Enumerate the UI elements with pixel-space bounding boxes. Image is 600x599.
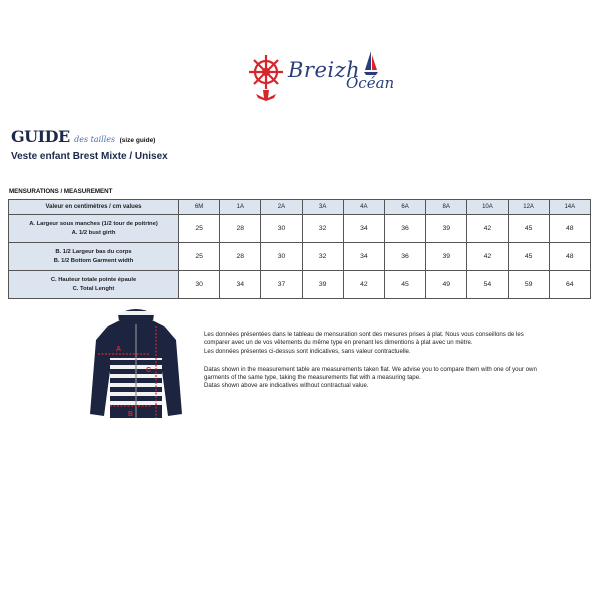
label-b: B: [128, 411, 134, 418]
table-cell: 48: [549, 215, 590, 243]
table-cell: 28: [220, 243, 261, 271]
table-cell: 39: [426, 215, 467, 243]
size-header: 3A: [302, 200, 343, 215]
size-header: 14A: [549, 200, 590, 215]
notes-block: [204, 331, 544, 391]
row-label: [9, 271, 179, 299]
section-title: MENSURATIONS / MEASUREMENT: [9, 188, 113, 195]
table-cell: 32: [302, 215, 343, 243]
note-fr-1: Les données présentées dans le tableau de mensuration sont des mesures prises à plat. Nous vous conseillons de les comparer avec un de vos vêtements du même type en prenant les dimentions à plat avec un mètre.: [204, 331, 524, 347]
table-cell: 32: [302, 243, 343, 271]
brand-name-secondary: Océan: [346, 74, 395, 92]
label-c: C: [146, 367, 152, 374]
size-header: 6A: [384, 200, 425, 215]
guide-title: [11, 127, 155, 147]
brand-logo: [246, 52, 416, 104]
table-cell: 36: [384, 243, 425, 271]
size-table: [8, 199, 591, 299]
table-cell: 64: [549, 271, 590, 299]
table-cell: 59: [508, 271, 549, 299]
size-header: 4A: [343, 200, 384, 215]
table-cell: 30: [261, 215, 302, 243]
label-a: A: [116, 346, 122, 353]
row-label-en: B. 1/2 Bottom Garment width: [53, 257, 134, 264]
notes-spacer: [204, 356, 544, 366]
table-cell: 28: [220, 215, 261, 243]
left-sleeve-shape: [90, 326, 112, 416]
note-en-2: Datas shown above are indicatives without contractual value.: [204, 382, 369, 390]
table-header-row: [9, 200, 591, 215]
ship-wheel-icon: [246, 52, 290, 102]
table-cell: 54: [467, 271, 508, 299]
note-en-1: Datas shown in the measurement table are measurements taken flat. We advise you to compare them with one of your own garments of the same type, taking the measurements flat with a measuring tape.: [204, 365, 537, 382]
table-cell: 39: [426, 243, 467, 271]
row-label-fr: C. Hauteur totale pointe épaule: [50, 276, 137, 283]
brand-name-primary: Breizh: [288, 58, 361, 82]
table-cell: 49: [426, 271, 467, 299]
table-cell: 25: [179, 243, 220, 271]
table-cell: 34: [343, 215, 384, 243]
table-row: [9, 271, 591, 299]
guide-title-main: GUIDE: [11, 127, 70, 146]
note-fr-2: Les données présentes ci-dessus sont indicatives, sans valeur contractuelle.: [204, 347, 411, 355]
table-cell: 48: [549, 243, 590, 271]
size-header: 6M: [179, 200, 220, 215]
guide-title-sub: (size guide): [119, 137, 156, 144]
row-label: [9, 243, 179, 271]
table-cell: 39: [302, 271, 343, 299]
table-cell: 34: [220, 271, 261, 299]
row-label-fr: A. Largeur sous manches (1/2 tour de poitrine): [29, 220, 158, 227]
table-cell: 45: [508, 243, 549, 271]
size-header: 12A: [508, 200, 549, 215]
row-label-en: A. 1/2 bust girth: [71, 229, 116, 236]
table-cell: 37: [261, 271, 302, 299]
table-cell: 45: [508, 215, 549, 243]
table-cell: 42: [343, 271, 384, 299]
size-header: 10A: [467, 200, 508, 215]
table-cell: 30: [179, 271, 220, 299]
row-label-fr: B. 1/2 Largeur bas du corps: [55, 248, 132, 255]
table-cell: 30: [261, 243, 302, 271]
size-header: 2A: [261, 200, 302, 215]
size-header: 1A: [220, 200, 261, 215]
table-cell: 36: [384, 215, 425, 243]
table-cell: 42: [467, 215, 508, 243]
table-header-label: Valeur en centimètres / cm values: [9, 200, 179, 215]
guide-title-script: des tailles: [74, 135, 116, 144]
right-sleeve-shape: [160, 326, 182, 416]
sailboat-icon: [364, 50, 378, 76]
size-header: 8A: [426, 200, 467, 215]
product-name: Veste enfant Brest Mixte / Unisex: [11, 151, 168, 162]
table-cell: 25: [179, 215, 220, 243]
table-row: [9, 215, 591, 243]
row-label: [9, 215, 179, 243]
table-row: [9, 243, 591, 271]
jacket-measurement-diagram: [86, 306, 186, 424]
row-label-en: C. Total Lenght: [72, 285, 115, 292]
table-cell: 34: [343, 243, 384, 271]
table-cell: 42: [467, 243, 508, 271]
table-cell: 45: [384, 271, 425, 299]
